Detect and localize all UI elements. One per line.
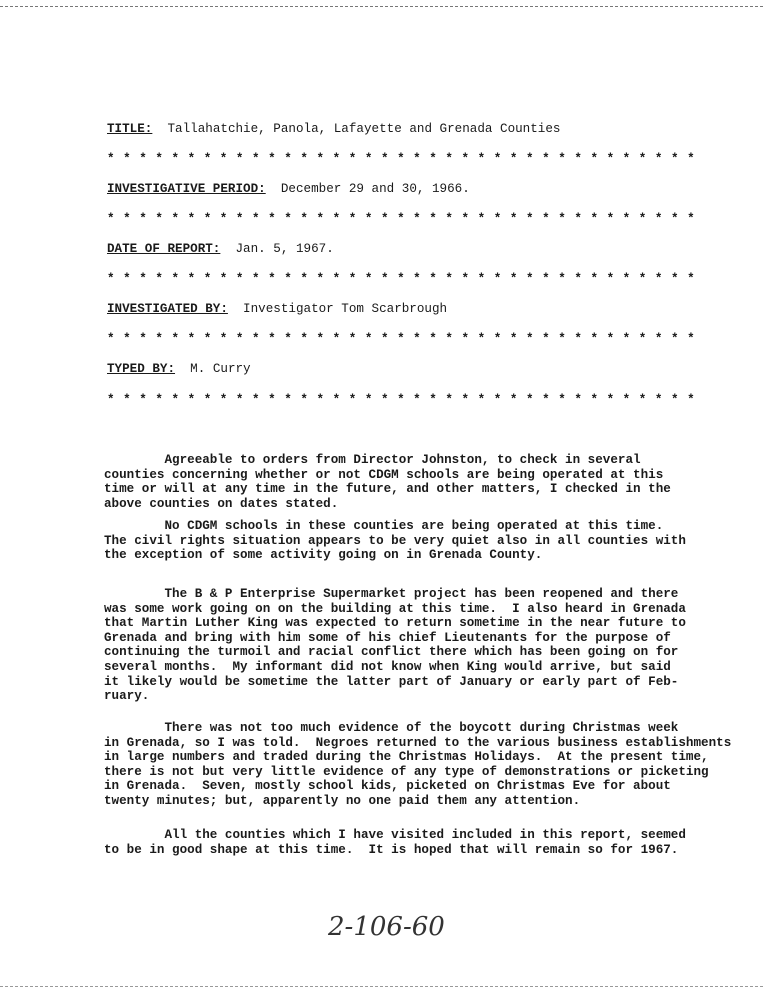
handwritten-file-number: 2-106-60 (328, 912, 445, 942)
title-field (107, 122, 560, 136)
scan-top-edge (0, 0, 763, 7)
investigator-value: Investigator Tom Scarbrough (243, 302, 448, 316)
paragraph-line: time or will at any time in the future, and other matters, I checked in the (104, 482, 671, 497)
paragraph-line: that Martin Luther King was expected to return sometime in the near future to (104, 616, 686, 631)
separator: * * * * * * * * * * * * * * * * * * * * * * * * * * * * * * * * * * * * * (107, 393, 696, 407)
paragraph-line: in large numbers and traded during the Christmas Holidays. At the present time, (104, 750, 709, 765)
investigator-field (107, 302, 447, 316)
paragraph-line: continuing the turmoil and racial conflict there which has been going on for (104, 645, 679, 660)
separator: * * * * * * * * * * * * * * * * * * * * * * * * * * * * * * * * * * * * * (107, 272, 696, 286)
period-value: December 29 and 30, 1966. (280, 182, 470, 196)
paragraph-line: Agreeable to orders from Director Johnston, to check in several (104, 453, 641, 467)
paragraph-line: the exception of some activity going on in Grenada County. (104, 548, 543, 563)
paragraph-line: Grenada and bring with him some of his chief Lieutenants for the purpose of (104, 630, 671, 645)
period-label: INVESTIGATIVE PERIOD: (107, 182, 266, 196)
report-date-field (107, 242, 334, 256)
typed-by-field (107, 362, 251, 376)
paragraph (104, 587, 686, 704)
separator: * * * * * * * * * * * * * * * * * * * * * * * * * * * * * * * * * * * * * (107, 152, 696, 166)
separator: * * * * * * * * * * * * * * * * * * * * * * * * * * * * * * * * * * * * * (107, 212, 696, 226)
paragraph-line: counties concerning whether or not CDGM schools are being operated at this (104, 467, 664, 482)
typed-by-label: TYPED BY: (107, 362, 176, 376)
paragraph (104, 453, 671, 511)
paragraph-line: The B & P Enterprise Supermarket project has been reopened and there (104, 587, 679, 601)
paragraph-line: several months. My informant did not know when King would arrive, but said (104, 659, 671, 674)
paragraph-line: There was not too much evidence of the boycott during Christmas week (104, 721, 679, 735)
report-date-value: Jan. 5, 1967. (235, 242, 334, 256)
separator: * * * * * * * * * * * * * * * * * * * * * * * * * * * * * * * * * * * * * (107, 332, 696, 346)
title-label: TITLE: (107, 122, 153, 136)
investigator-label: INVESTIGATED BY: (107, 302, 228, 316)
paragraph-line: The civil rights situation appears to be very quiet also in all counties with (104, 533, 686, 548)
paragraph-line: it likely would be sometime the latter part of January or early part of Feb- (104, 674, 679, 689)
paragraph-line: No CDGM schools in these counties are being operated at this time. (104, 519, 664, 533)
paragraph-line: above counties on dates stated. (104, 496, 339, 511)
scan-bottom-edge (0, 986, 763, 990)
period-field (107, 182, 470, 196)
paragraph-line: to be in good shape at this time. It is hoped that will remain so for 1967. (104, 842, 679, 857)
paragraph-line: twenty minutes; but, apparently no one paid them any attention. (104, 793, 581, 808)
paragraph-line: in Grenada, so I was told. Negroes returned to the various business establishments (104, 735, 732, 750)
report-date-label: DATE OF REPORT: (107, 242, 221, 256)
paragraph-line: was some work going on on the building at this time. I also heard in Grenada (104, 601, 686, 616)
paragraph-line: in Grenada. Seven, mostly school kids, picketed on Christmas Eve for about (104, 779, 671, 794)
paragraph-line: All the counties which I have visited included in this report, seemed (104, 828, 686, 842)
paragraph (104, 828, 686, 857)
title-value: Tallahatchie, Panola, Lafayette and Grenada Counties (167, 122, 561, 136)
paragraph-line: there is not but very little evidence of any type of demonstrations or picketing (104, 764, 709, 779)
typed-by-value: M. Curry (190, 362, 251, 376)
paragraph (104, 519, 686, 563)
paragraph-line: ruary. (104, 689, 150, 704)
paragraph (104, 721, 731, 809)
